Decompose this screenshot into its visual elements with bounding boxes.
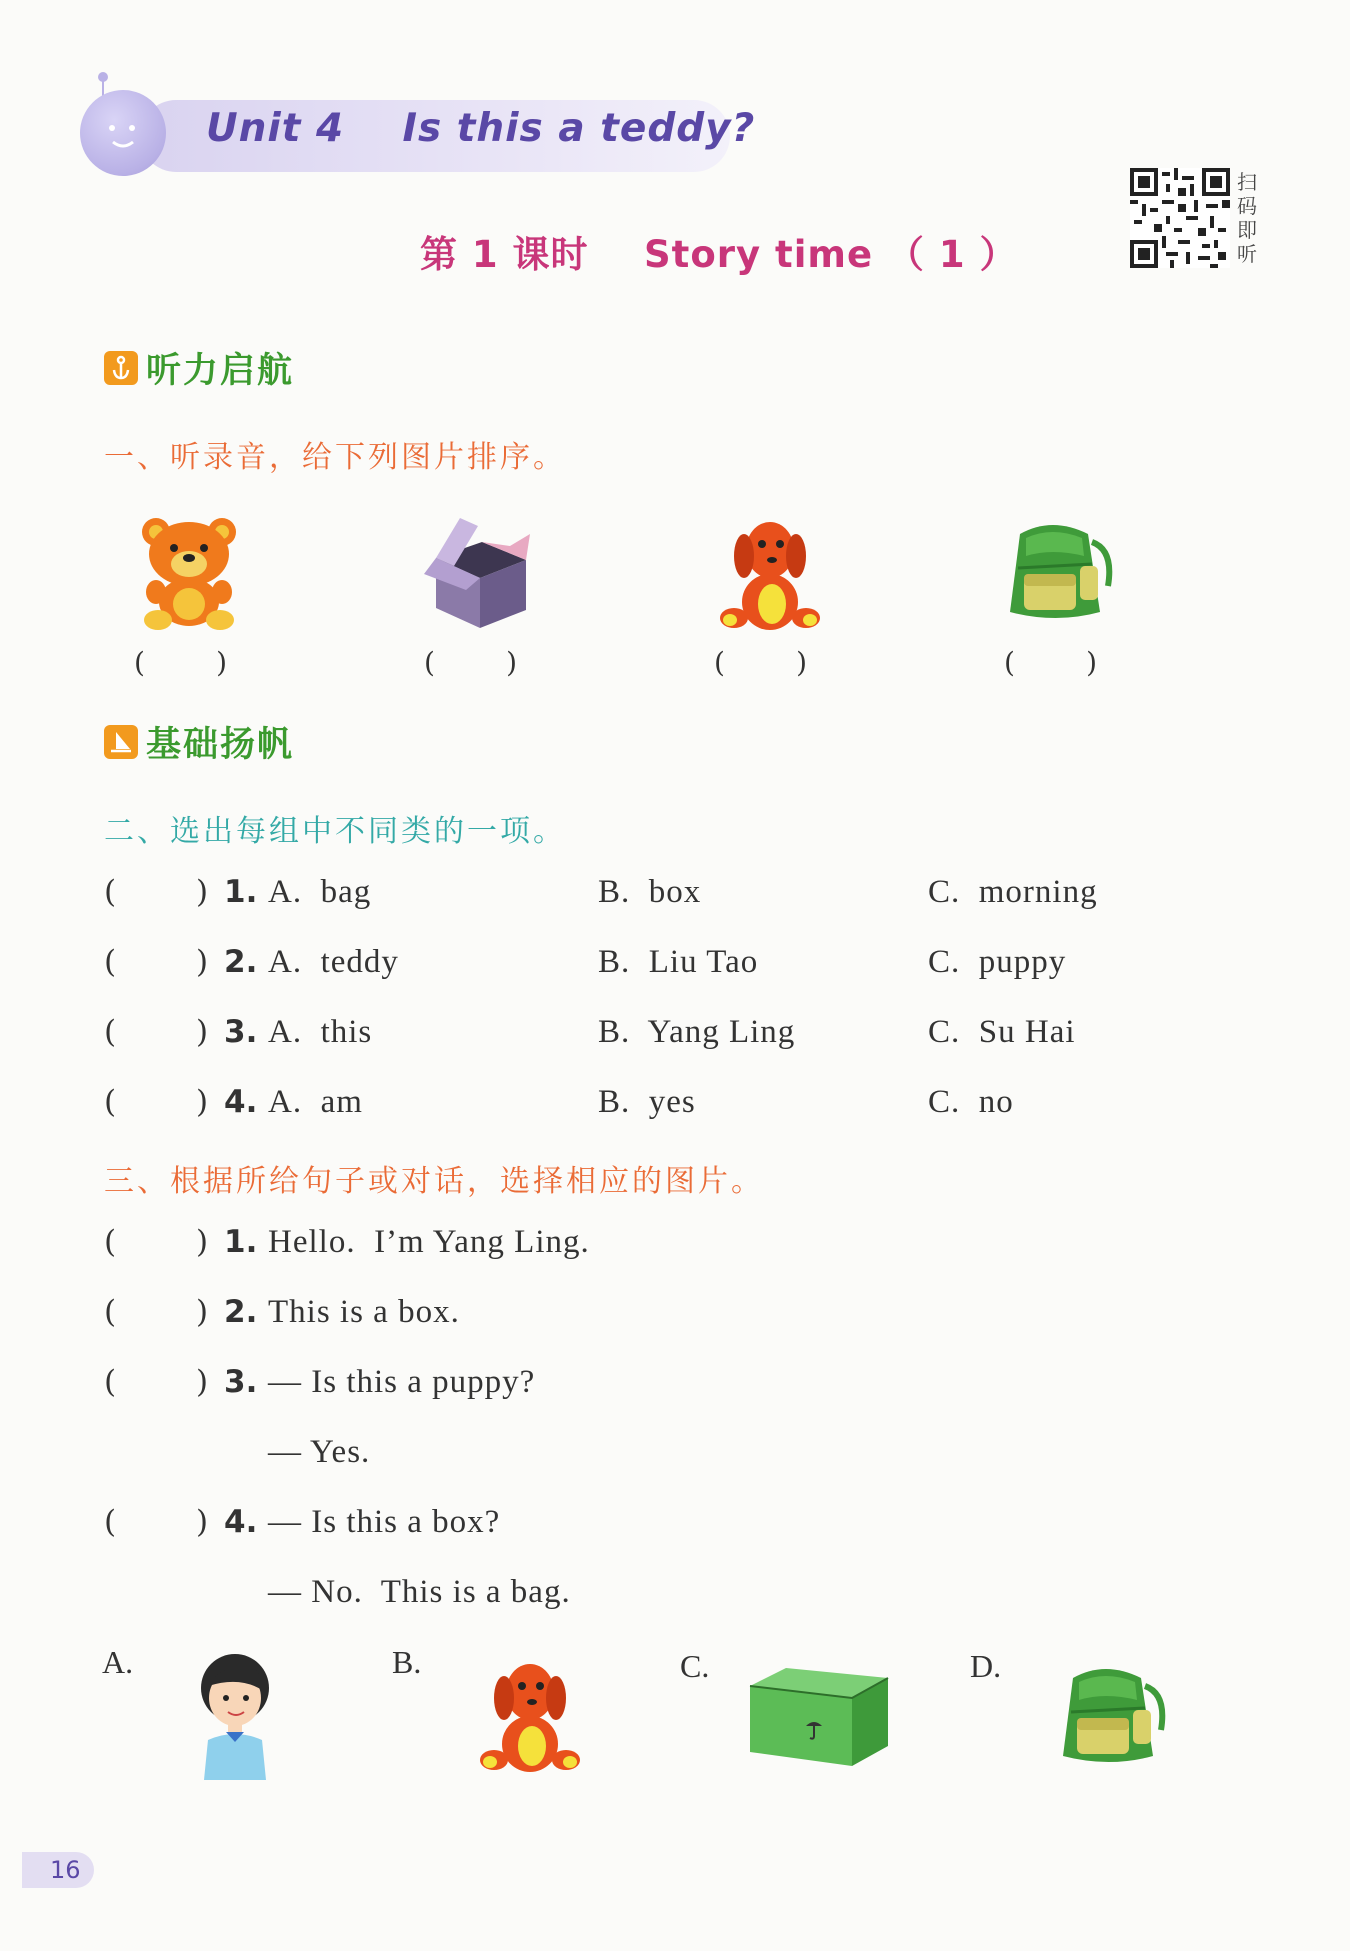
green-box-icon bbox=[746, 1664, 892, 1770]
option-c: C. no bbox=[928, 1084, 1014, 1120]
dialogue-line-2: — No. This is a bag. bbox=[268, 1574, 571, 1610]
answer-bracket-open[interactable]: ( bbox=[104, 1084, 117, 1120]
qr-caption: 扫码即听 bbox=[1237, 170, 1257, 266]
bag-icon bbox=[1048, 1660, 1170, 1772]
section-label: 基础扬帆 bbox=[146, 725, 295, 765]
teddy-bear-icon bbox=[134, 512, 244, 632]
q3-row-4 bbox=[104, 1504, 1104, 1554]
option-b: B. box bbox=[598, 874, 702, 910]
option-a: A. bag bbox=[268, 874, 372, 910]
sentence: This is a box. bbox=[268, 1294, 460, 1330]
q2-row-4 bbox=[104, 1084, 1204, 1134]
q2-row-3 bbox=[104, 1014, 1204, 1064]
qr-code-icon[interactable] bbox=[1130, 168, 1230, 268]
answer-bracket-open[interactable]: ( bbox=[104, 1224, 117, 1260]
section-label: 听力启航 bbox=[146, 351, 295, 391]
unit-title: Unit 4 Is this a teddy? bbox=[206, 106, 756, 151]
choice-label-b: B. bbox=[392, 1644, 422, 1680]
option-b: B. Liu Tao bbox=[598, 944, 759, 980]
answer-parens-3[interactable]: ( ) bbox=[714, 646, 808, 679]
answer-bracket-close: ) bbox=[196, 874, 209, 910]
question-3-title: 三、根据所给句子或对话，选择相应的图片。 bbox=[104, 1164, 764, 1199]
item-number: 4. bbox=[224, 1504, 258, 1540]
girl-icon bbox=[190, 1650, 280, 1780]
answer-bracket-open[interactable]: ( bbox=[104, 1504, 117, 1540]
option-c: C. morning bbox=[928, 874, 1098, 910]
section-listening-header bbox=[104, 348, 295, 391]
section-basics-header bbox=[104, 722, 295, 765]
q2-row-1 bbox=[104, 874, 1204, 924]
dialogue-line-1: — Is this a box? bbox=[268, 1504, 501, 1540]
answer-bracket-open[interactable]: ( bbox=[104, 1294, 117, 1330]
item-number: 1. bbox=[224, 1224, 258, 1260]
sail-icon bbox=[104, 725, 138, 759]
item-number: 1. bbox=[224, 874, 258, 910]
option-c: C. puppy bbox=[928, 944, 1067, 980]
dialogue-line-1: — Is this a puppy? bbox=[268, 1364, 536, 1400]
q3-row-1 bbox=[104, 1224, 1104, 1274]
question-2-title: 二、选出每组中不同类的一项。 bbox=[104, 814, 566, 849]
choice-label-a: A. bbox=[102, 1644, 134, 1680]
puppy-icon bbox=[474, 1656, 584, 1776]
q3-row-3 bbox=[104, 1364, 1104, 1414]
option-b: B. Yang Ling bbox=[598, 1014, 796, 1050]
choice-label-c: C. bbox=[680, 1648, 710, 1684]
q3-row-3-reply bbox=[104, 1434, 1104, 1484]
option-a: A. am bbox=[268, 1084, 363, 1120]
option-a: A. teddy bbox=[268, 944, 399, 980]
answer-bracket-close: ) bbox=[196, 1294, 209, 1330]
sentence: Hello. I’m Yang Ling. bbox=[268, 1224, 590, 1260]
choice-label-d: D. bbox=[970, 1648, 1002, 1684]
answer-bracket-close: ) bbox=[196, 944, 209, 980]
q2-row-2 bbox=[104, 944, 1204, 994]
bag-icon bbox=[996, 516, 1116, 628]
q3-row-4-reply bbox=[104, 1574, 1104, 1624]
option-b: B. yes bbox=[598, 1084, 696, 1120]
option-a: A. this bbox=[268, 1014, 373, 1050]
answer-parens-4[interactable]: ( ) bbox=[1004, 646, 1098, 679]
question-1-title: 一、听录音，给下列图片排序。 bbox=[104, 440, 566, 475]
q3-row-2 bbox=[104, 1294, 1104, 1344]
answer-bracket-open[interactable]: ( bbox=[104, 874, 117, 910]
unit-banner bbox=[80, 72, 756, 176]
robot-face-icon bbox=[80, 90, 166, 176]
answer-parens-2[interactable]: ( ) bbox=[424, 646, 518, 679]
dialogue-line-2: — Yes. bbox=[268, 1434, 371, 1470]
option-c: C. Su Hai bbox=[928, 1014, 1076, 1050]
answer-bracket-close: ) bbox=[196, 1014, 209, 1050]
robot-antenna bbox=[98, 72, 108, 82]
anchor-icon bbox=[104, 351, 138, 385]
item-number: 3. bbox=[224, 1014, 258, 1050]
answer-bracket-open[interactable]: ( bbox=[104, 1364, 117, 1400]
answer-parens-1[interactable]: ( ) bbox=[134, 646, 228, 679]
box-icon bbox=[422, 516, 532, 631]
answer-bracket-close: ) bbox=[196, 1224, 209, 1260]
answer-bracket-close: ) bbox=[196, 1084, 209, 1120]
answer-bracket-open[interactable]: ( bbox=[104, 944, 117, 980]
answer-bracket-close: ) bbox=[196, 1504, 209, 1540]
answer-bracket-open[interactable]: ( bbox=[104, 1014, 117, 1050]
lesson-title: 第 1 课时 Story time （ 1 ） bbox=[420, 233, 1018, 276]
item-number: 4. bbox=[224, 1084, 258, 1120]
page-number: 16 bbox=[22, 1852, 94, 1888]
item-number: 3. bbox=[224, 1364, 258, 1400]
item-number: 2. bbox=[224, 1294, 258, 1330]
puppy-icon bbox=[714, 514, 824, 634]
item-number: 2. bbox=[224, 944, 258, 980]
answer-bracket-close: ) bbox=[196, 1364, 209, 1400]
